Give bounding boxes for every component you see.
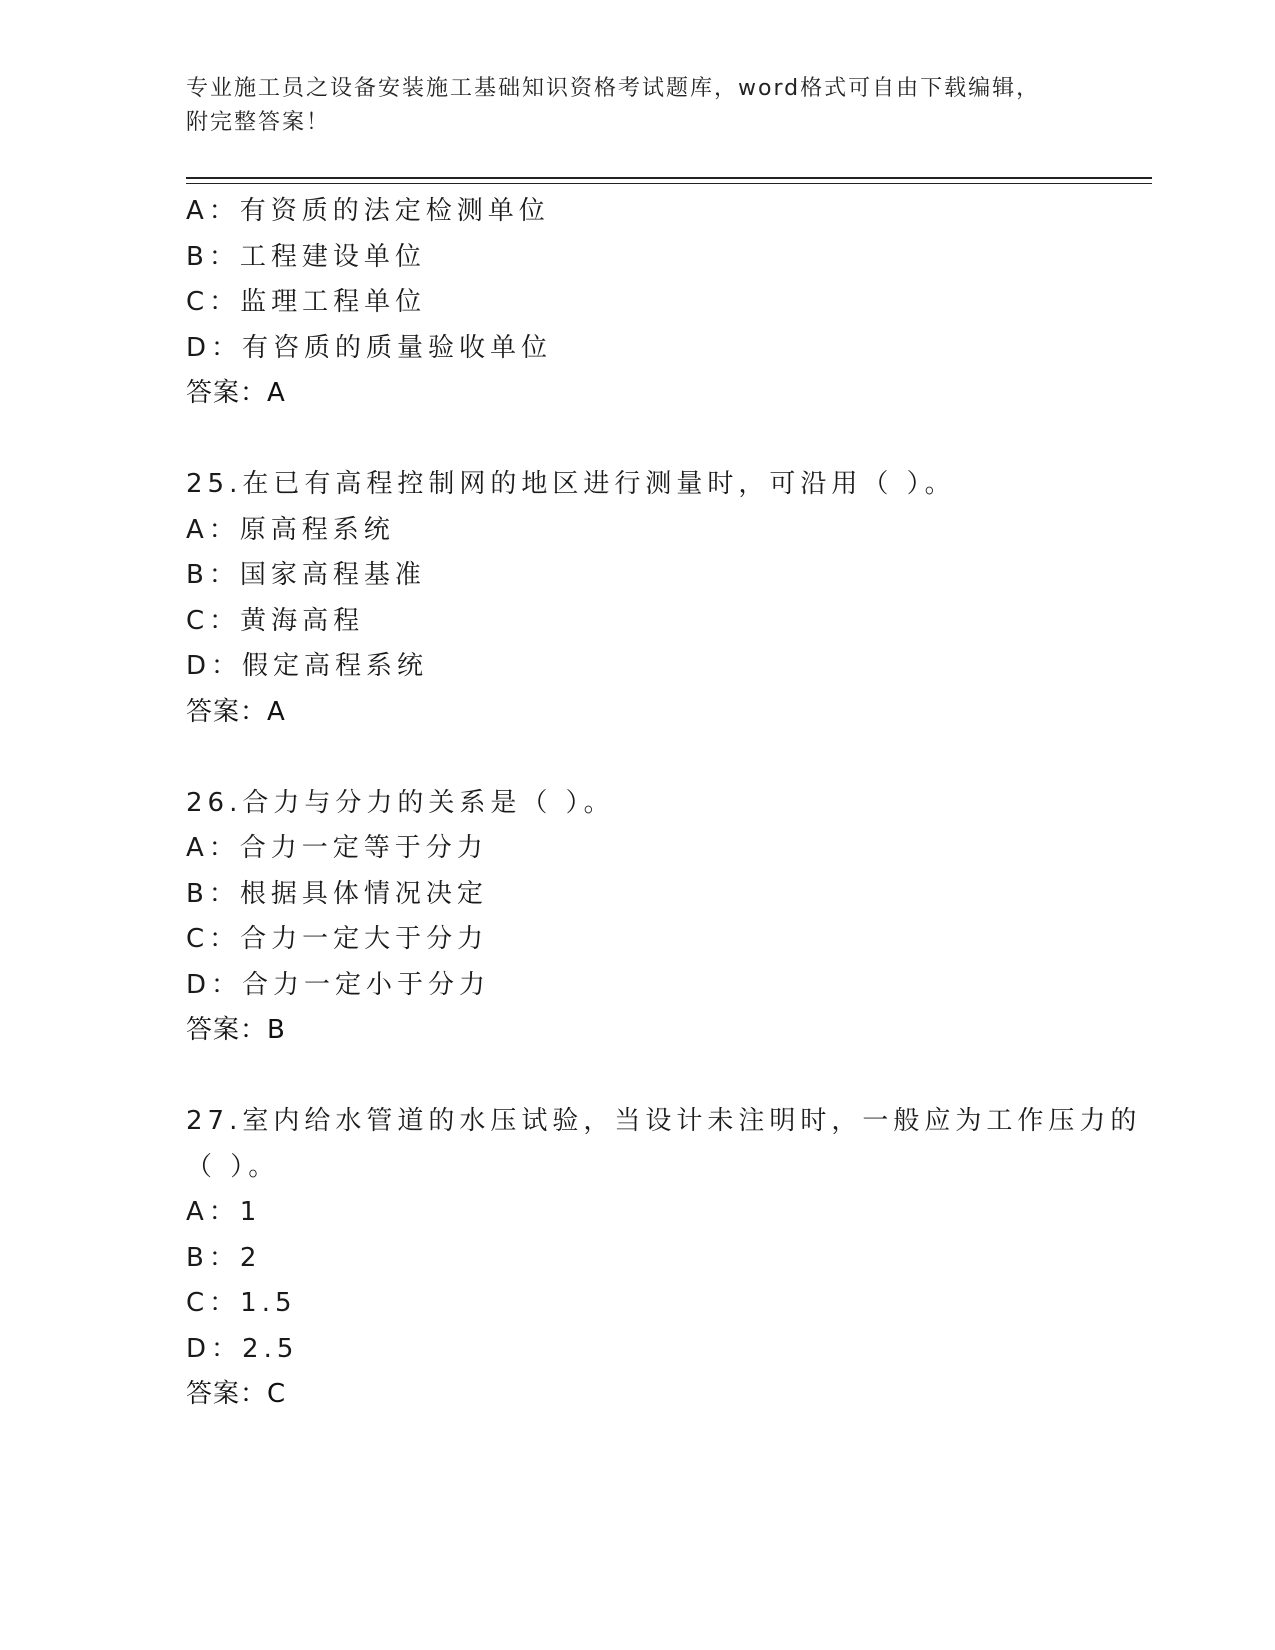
option-a: A：有资质的法定检测单位 <box>186 196 550 226</box>
question-spacer <box>186 1054 1146 1100</box>
question-block-26 <box>186 781 1146 1054</box>
header-divider-thick <box>186 177 1152 179</box>
document-header <box>186 72 1086 140</box>
option-d: D：合力一定小于分力 <box>186 969 491 1000</box>
option-b: B：工程建设单位 <box>186 241 426 272</box>
question-list <box>186 189 1146 1418</box>
question-stem: 25.在已有高程控制网的地区进行测量时，可沿用（ ）。 <box>186 469 956 499</box>
question-spacer <box>186 417 1146 463</box>
option-c: C：监理工程单位 <box>186 287 427 317</box>
question-stem-line-2: （ ）。 <box>186 1151 280 1182</box>
option-a: A：1 <box>186 1197 262 1227</box>
option-c: C：黄海高程 <box>186 605 365 636</box>
option-b: B：根据具体情况决定 <box>186 878 488 909</box>
question-stem-line-1: 27.室内给水管道的水压试验，当设计未注明时，一般应为工作压力的 <box>186 1106 1142 1136</box>
answer-text: 答案：A <box>186 696 286 727</box>
option-a: A：合力一定等于分力 <box>186 833 488 863</box>
question-block-24 <box>186 189 1146 417</box>
option-b: B：国家高程基准 <box>186 560 426 590</box>
answer-text: 答案：B <box>186 1015 286 1045</box>
question-block-25 <box>186 462 1146 735</box>
option-d: D：有咨质的质量验收单位 <box>186 332 553 363</box>
header-divider-thin <box>186 183 1152 184</box>
answer-text: 答案：C <box>186 1379 287 1409</box>
question-stem: 26.合力与分力的关系是（ ）。 <box>186 787 615 818</box>
question-block-27 <box>186 1099 1146 1418</box>
header-title-line-2: 附完整答案！ <box>186 110 331 135</box>
option-c: C：1.5 <box>186 1288 297 1318</box>
option-d: D：假定高程系统 <box>186 651 429 681</box>
answer-text: 答案：A <box>186 378 286 408</box>
header-title-line-1: 专业施工员之设备安装施工基础知识资格考试题库，word格式可自由下载编辑， <box>186 76 1041 101</box>
option-a: A：原高程系统 <box>186 514 395 545</box>
option-d: D：2.5 <box>186 1333 299 1364</box>
option-b: B：2 <box>186 1242 262 1273</box>
option-c: C：合力一定大于分力 <box>186 924 489 954</box>
question-spacer <box>186 735 1146 781</box>
